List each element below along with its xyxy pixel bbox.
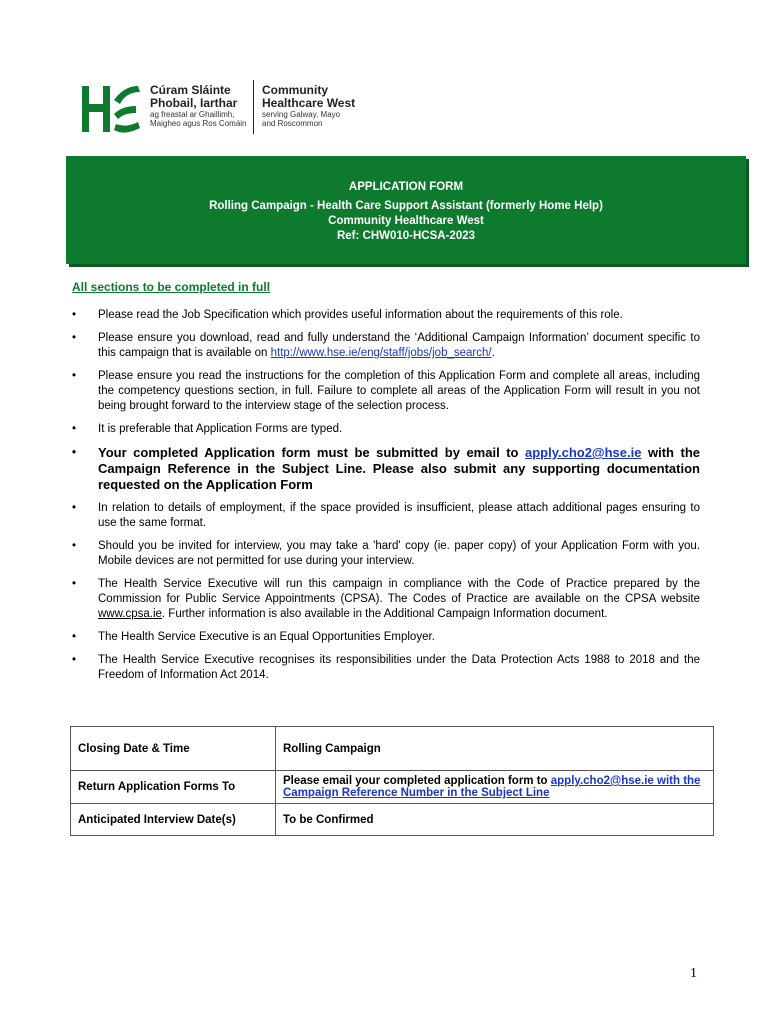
bullet-icon: •	[72, 578, 77, 590]
list-item-text: The Health Service Executive recognises its responsibilities under the Data Protection Acts 1988 to 2018 and the Freedom of Information Act 2014.	[98, 654, 700, 681]
list-item-text: The Health Service Executive will run this campaign in compliance with the Code of Practice prepared by the Commission for Public Service Appointments (CPSA). The Codes of Practice are available on the CPSA website	[98, 578, 700, 605]
banner-title: APPLICATION FORM	[348, 181, 464, 193]
apply-email-link[interactable]: apply.cho2@hse.ie	[524, 445, 642, 460]
logo-eng-sub2: and Roscommon	[262, 119, 323, 128]
closing-date-label: Closing Date & Time	[71, 727, 276, 771]
list-item	[72, 445, 700, 493]
list-item-text: It is preferable that Application Forms are typed.	[98, 423, 343, 435]
list-item-text: with the Campaign Reference in the Subject Line. Please also submit any supporting documentation requested on the Application Form	[98, 445, 700, 492]
list-item	[72, 577, 700, 622]
list-item	[72, 630, 700, 645]
list-item	[72, 369, 700, 414]
logo-eng-line2: Healthcare West	[262, 96, 356, 110]
cpsa-link[interactable]: www.cpsa.ie	[98, 608, 162, 620]
bullet-icon: •	[72, 447, 77, 459]
list-item-text: Please ensure you download, read and fully understand the ‘Additional Campaign Information’ document specific to this campaign that is available on	[98, 332, 700, 359]
logo-irish-line2: Phobail, Iarthar	[150, 96, 238, 110]
return-email-link[interactable]: apply.cho2@hse.ie	[550, 775, 654, 787]
interview-date-value: To be Confirmed	[276, 804, 714, 836]
list-item-text: Should you be invited for interview, you may take a 'hard' copy (ie. paper copy) of your Application Form with you. Mobile devices are not permitted for use during your interview.	[98, 540, 700, 567]
table-row	[71, 727, 714, 771]
bullet-icon: •	[72, 540, 77, 552]
list-item-text: .	[491, 347, 495, 359]
campaign-details-table	[70, 726, 714, 836]
table-row	[71, 771, 714, 804]
bullet-icon: •	[72, 309, 77, 321]
list-item	[72, 653, 700, 683]
logo-eng-line1: Community	[262, 83, 328, 97]
list-item	[72, 308, 700, 323]
list-item-text: The Health Service Executive is an Equal Opportunities Employer.	[98, 631, 435, 643]
section-heading: All sections to be completed in full	[72, 280, 271, 294]
logo-divider	[253, 80, 254, 134]
page-number: 1	[690, 966, 697, 981]
list-item-text: Your completed Application form must be submitted by email to	[98, 445, 525, 460]
list-item-text: Please read the Job Specification which provides useful information about the requirements of this role.	[98, 309, 623, 321]
list-item	[72, 501, 700, 531]
bullet-icon: •	[72, 370, 77, 382]
interview-date-label: Anticipated Interview Date(s)	[71, 804, 276, 836]
list-item	[72, 422, 700, 437]
bullet-icon: •	[72, 631, 77, 643]
list-item-text: In relation to details of employment, if the space provided is insufficient, please attach additional pages ensuring to use the same format.	[98, 502, 700, 529]
banner-organisation: Community Healthcare West	[328, 215, 484, 227]
banner-campaign: Rolling Campaign - Health Care Support Assistant (formerly Home Help)	[209, 200, 603, 212]
bullet-icon: •	[72, 654, 77, 666]
return-forms-text-tail: with the Campaign Reference Number in the Subject Line	[283, 775, 701, 799]
instructions-list	[72, 308, 700, 691]
bullet-icon: •	[72, 332, 77, 344]
hse-logo-mark-icon	[74, 78, 144, 140]
list-item	[72, 539, 700, 569]
table-row	[71, 804, 714, 836]
title-banner	[66, 156, 746, 264]
bullet-icon: •	[72, 423, 77, 435]
logo-irish-text	[150, 84, 260, 128]
list-item-text: Please ensure you read the instructions for the completion of this Application Form and complete all areas, including the competency questions section, in full. Failure to complete all areas of the Application Form will result in you not being brought forward to the interview stage of the selection process.	[98, 370, 700, 412]
return-forms-label: Return Application Forms To	[71, 771, 276, 804]
bullet-icon: •	[72, 502, 77, 514]
job-search-link[interactable]: http://www.hse.ie/eng/staff/jobs/job_search/	[270, 347, 492, 359]
return-forms-text: Please email your completed application form to	[283, 775, 551, 787]
return-forms-value	[276, 771, 714, 804]
logo-irish-sub2: Maigheo agus Ros Comáin	[150, 119, 247, 128]
logo-irish-sub1: ag freastal ar Ghaillimh,	[150, 110, 235, 119]
hse-logo	[74, 78, 374, 140]
logo-irish-line1: Cúram Sláinte	[150, 83, 231, 97]
list-item	[72, 331, 700, 361]
logo-english-text	[262, 84, 382, 128]
logo-eng-sub1: serving Galway, Mayo	[262, 110, 341, 119]
banner-reference: Ref: CHW010-HCSA-2023	[336, 230, 476, 242]
list-item-text: . Further information is also available in the Additional Campaign Information document.	[161, 608, 608, 620]
closing-date-value: Rolling Campaign	[276, 727, 714, 771]
